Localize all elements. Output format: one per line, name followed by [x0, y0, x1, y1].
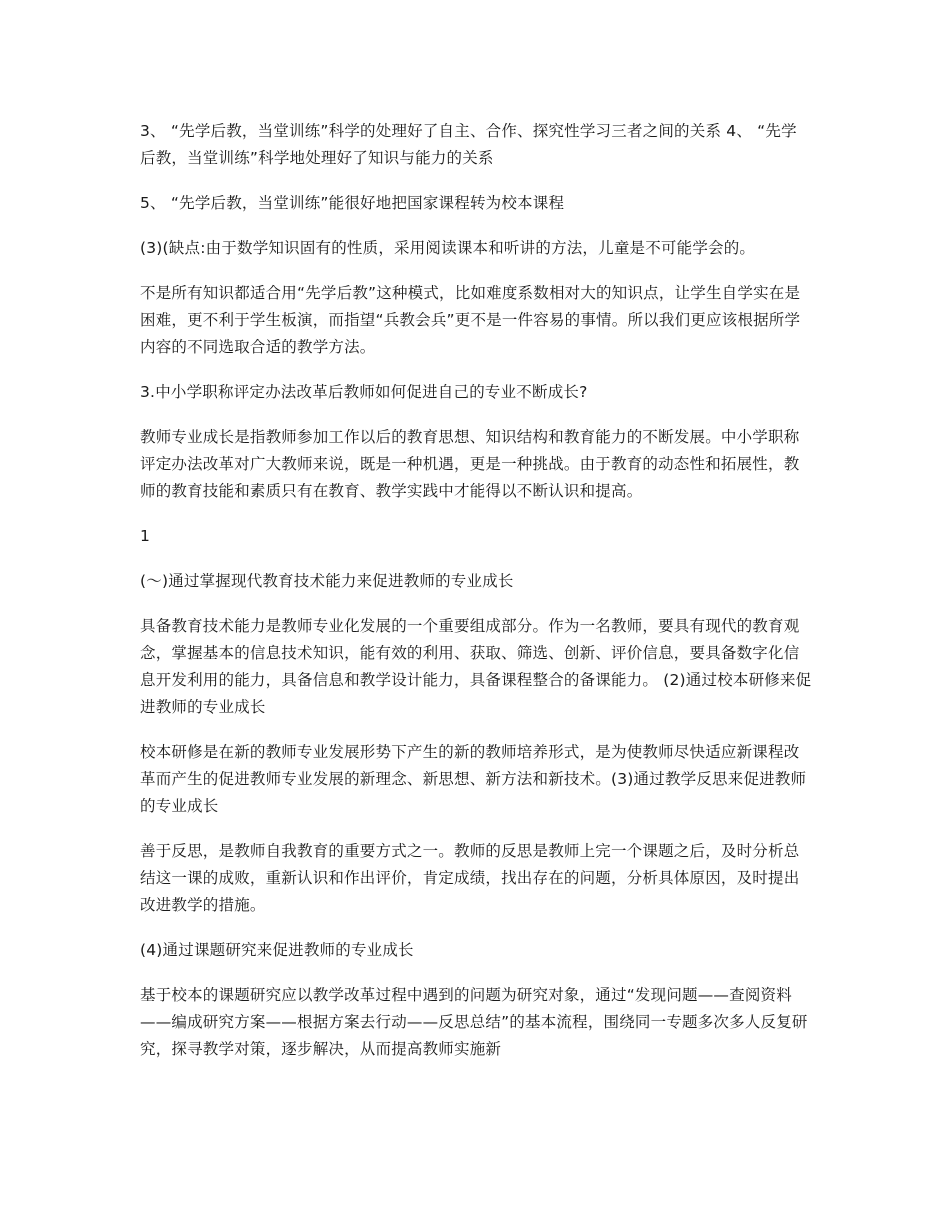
paragraph-drawbacks: (3)(缺点:由于数学知识固有的性质，采用阅读课本和听讲的方法，儿童是不可能学会的。	[140, 239, 756, 257]
paragraph-points-3-4: 3、 “先学后教，当堂训练”科学的处理好了自主、合作、探究性学习三者之间的关系 4、 “先学后教，当堂训练”科学地处理好了知识与能力的关系	[140, 122, 797, 167]
paragraph-point-5: 5、 “先学后教，当堂训练”能很好地把国家课程转为校本课程	[140, 194, 565, 212]
section-question-3: 3.中小学职称评定办法改革后教师如何促进自己的专业不断成长?	[140, 383, 588, 401]
heading-research-projects: (4)通过课题研究来促进教师的专业成长	[140, 941, 414, 959]
heading-education-technology: (～)通过掌握现代教育技术能力来促进教师的专业成长	[140, 572, 514, 590]
paragraph-not-all-knowledge: 不是所有知识都适合用“先学后教”这种模式，比如难度系数相对大的知识点，让学生自学实在是困难，更不利于学生板演，而指望“兵教会兵”更不是一件容易的事情。所以我们更应该根据所学内容的不同选取合适的教学方法。	[140, 284, 801, 356]
paragraph-education-technology: 具备教育技术能力是教师专业化发展的一个重要组成部分。作为一名教师，要具有现代的教育观念，掌握基本的信息技术知识，能有效的利用、获取、筛选、创新、评价信息，要具备数字化信息开发利用的能力，具备信息和教学设计能力，具备课程整合的备课能力。 (2)通过校本研修来促进教师的专业成长	[140, 617, 812, 716]
paragraph-teacher-growth: 教师专业成长是指教师参加工作以后的教育思想、知识结构和教育能力的不断发展。中小学职称评定办法改革对广大教师来说，既是一种机遇，更是一种挑战。由于教育的动态性和拓展性，教师的教育技能和素质只有在教育、教学实践中才能得以不断认识和提高。	[140, 428, 800, 500]
paragraph-reflection: 善于反思，是教师自我教育的重要方式之一。教师的反思是教师上完一个课题之后，及时分析总结这一课的成败，重新认识和作出评价，肯定成绩，找出存在的问题，分析具体原因，及时提出改进教学的措施。	[140, 842, 800, 914]
paragraph-research-projects: 基于校本的课题研究应以教学改革过程中遇到的问题为研究对象，通过“发现问题——查阅资料——编成研究方案——根据方案去行动——反思总结”的基本流程，围绕同一专题多次多人反复研究，探寻教学对策，逐步解决，从而提高教师实施新	[140, 986, 808, 1058]
document-body	[140, 118, 812, 1081]
page-number: 1	[140, 527, 151, 545]
paragraph-school-based-training: 校本研修是在新的教师专业发展形势下产生的新的教师培养形式，是为使教师尽快适应新课程改革而产生的促进教师专业发展的新理念、新思想、新方法和新技术。(3)通过教学反思来促进教师的专业成长	[140, 743, 807, 815]
